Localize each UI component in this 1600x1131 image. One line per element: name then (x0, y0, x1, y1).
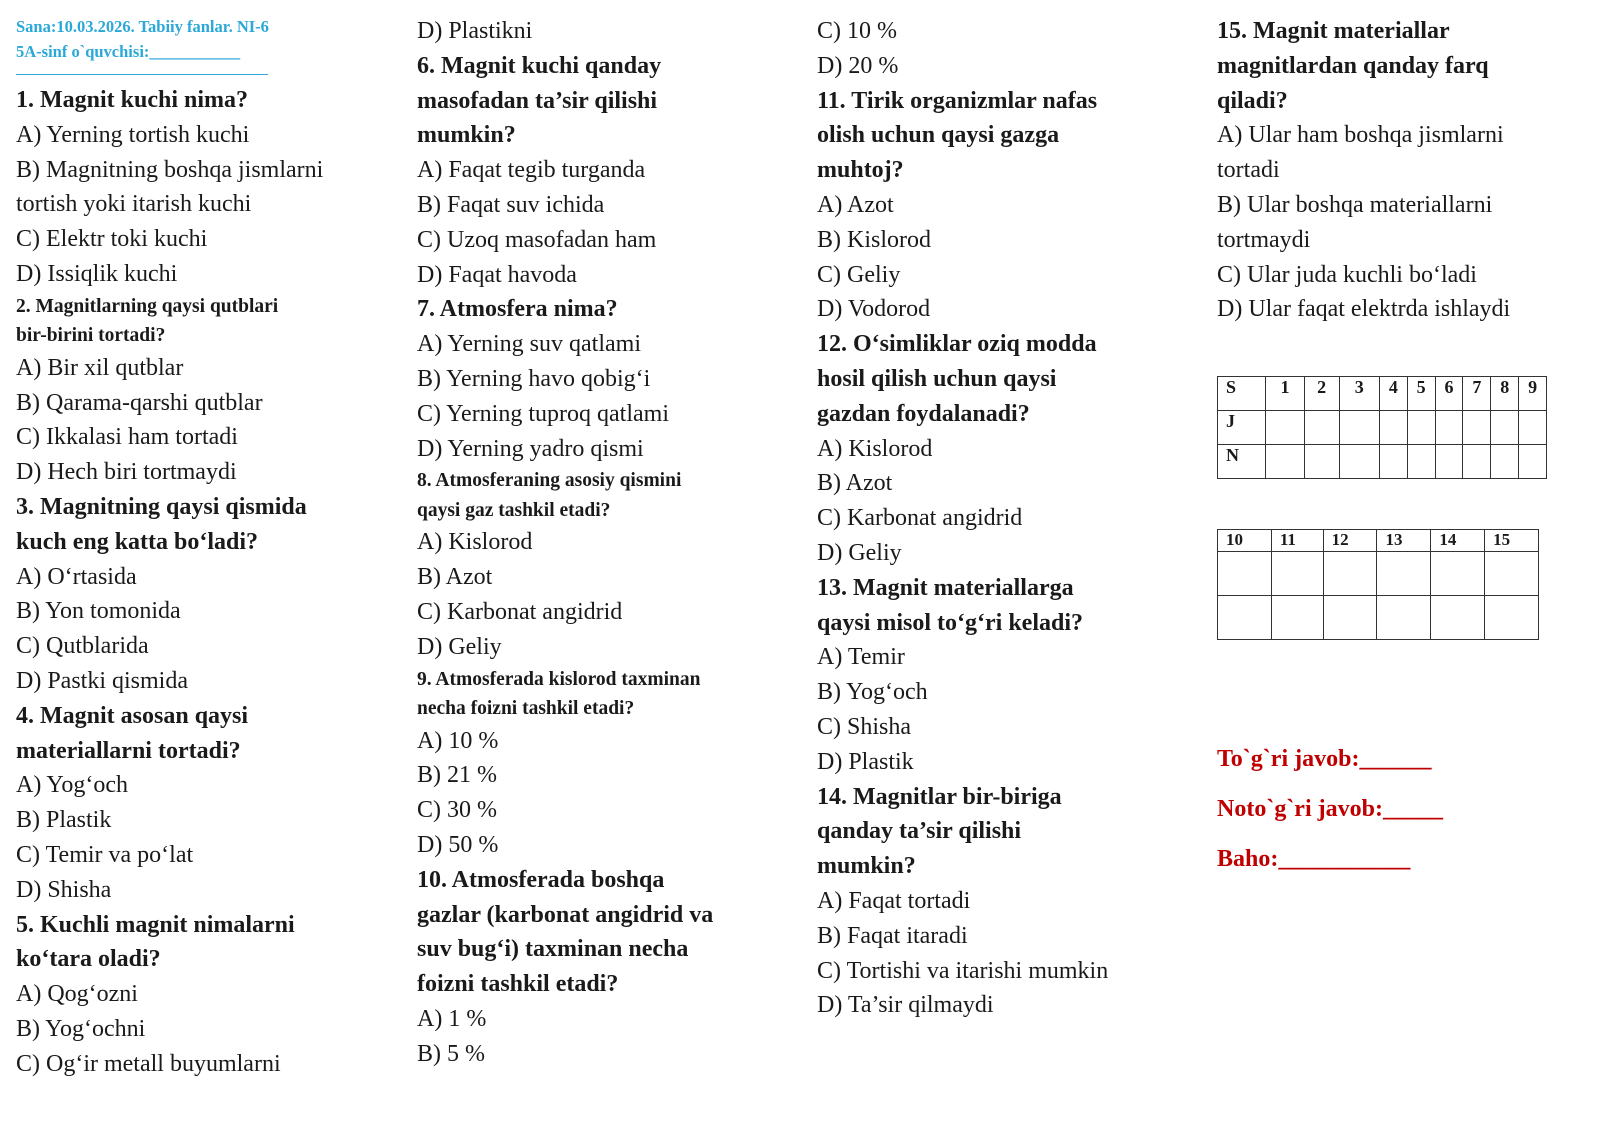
column-1-lines (16, 83, 396, 1082)
answer-option: B) 21 % (417, 762, 497, 789)
answer-option: A) 10 % (417, 727, 499, 754)
answer-option: A) Kislorod (417, 529, 533, 556)
table-cell[interactable] (1266, 445, 1304, 479)
question-text: mumkin? (417, 122, 516, 149)
answer-option: A) Faqat tortadi (817, 887, 971, 914)
grade-label: Baho:___________ (1217, 846, 1411, 872)
answer-option: A) Qog‘ozni (16, 981, 138, 1008)
table-header-cell: 1 (1266, 377, 1304, 411)
question-text: masofadan ta’sir qilishi (417, 87, 658, 114)
answer-option: A) Yerning suv qatlami (417, 331, 641, 358)
answer-option: B) Yerning havo qobig‘i (417, 365, 651, 392)
table-cell[interactable] (1377, 596, 1431, 640)
name-underline (16, 73, 268, 75)
table-cell[interactable] (1463, 445, 1491, 479)
answer-option: A) Bir xil qutblar (16, 354, 184, 381)
table-cell[interactable] (1304, 411, 1339, 445)
column-2 (417, 14, 802, 1072)
table-header-cell: 5 (1407, 377, 1435, 411)
answer-option: C) Qutblarida (16, 633, 149, 660)
table-cell[interactable] (1218, 552, 1272, 596)
answer-option: C) Og‘ir metall buyumlarni (16, 1050, 281, 1077)
answer-table-2 (1217, 529, 1539, 640)
answer-option: C) Shisha (817, 713, 912, 740)
table-cell[interactable]: J (1218, 411, 1266, 445)
table-cell[interactable] (1271, 596, 1323, 640)
question-text: 2. Magnitlarning qaysi qutblari (16, 295, 279, 317)
answer-option: D) Pastki qismida (16, 667, 188, 694)
question-text: gazlar (karbonat angidrid va (417, 901, 714, 928)
answer-option: B) Ular boshqa materiallarni (1217, 191, 1493, 218)
question-text: foizni tashkil etadi? (417, 971, 619, 998)
answer-option: B) 5 % (417, 1040, 485, 1067)
answer-option: B) Azot (417, 564, 493, 591)
answer-option: B) Yon tomonida (16, 598, 181, 625)
table-cell[interactable] (1218, 596, 1272, 640)
question-text: qaysi gaz tashkil etadi? (417, 499, 611, 521)
question-text: muhtoj? (817, 157, 904, 184)
column-1 (16, 14, 396, 1082)
table-header-cell: 3 (1339, 377, 1379, 411)
table-cell[interactable] (1323, 552, 1377, 596)
question-text: qaysi misol to‘g‘ri keladi? (817, 609, 1084, 636)
answer-option: B) Yog‘ochni (16, 1015, 146, 1042)
table-cell[interactable] (1377, 552, 1431, 596)
column-3-lines (817, 14, 1202, 1023)
answer-option: B) Kislorod (817, 226, 931, 253)
correct-answers-label: To`g`ri javob:______ (1217, 746, 1432, 772)
column-2-lines (417, 14, 802, 1072)
question-text: 8. Atmosferaning asosiy qismini (417, 470, 682, 492)
answer-option: A) Yerning tortish kuchi (16, 121, 250, 148)
answer-option: D) 50 % (417, 831, 499, 858)
table-header-cell: 7 (1463, 377, 1491, 411)
question-text: 9. Atmosferada kislorod taxminan (417, 668, 701, 690)
table-cell[interactable] (1271, 552, 1323, 596)
answer-option: B) Qarama-qarshi qutblar (16, 389, 263, 416)
answer-option: tortish yoki itarish kuchi (16, 191, 252, 218)
question-text: 14. Magnitlar bir-biriga (817, 783, 1062, 810)
table-header-cell: 15 (1485, 530, 1539, 552)
table-cell[interactable] (1379, 445, 1407, 479)
table-cell[interactable] (1463, 411, 1491, 445)
question-text: mumkin? (817, 853, 916, 880)
table-cell[interactable] (1485, 552, 1539, 596)
answer-option: A) Azot (817, 191, 894, 218)
question-text: 15. Magnit materiallar (1217, 18, 1450, 44)
table-cell[interactable] (1339, 445, 1379, 479)
answer-option: D) Vodorod (817, 296, 931, 323)
answer-option: B) Azot (817, 470, 893, 497)
table-header-cell: 2 (1304, 377, 1339, 411)
table-header-cell: 14 (1431, 530, 1485, 552)
question-text: qanday ta’sir qilishi (817, 818, 1022, 845)
question-text: necha foizni tashkil etadi? (417, 698, 635, 720)
answer-option: B) Faqat itaradi (817, 922, 968, 949)
answer-option: D) Geliy (817, 539, 902, 566)
answer-option: tortadi (1217, 157, 1280, 184)
question-text: 10. Atmosferada boshqa (417, 866, 665, 893)
answer-option: D) Plastikni (417, 18, 533, 44)
question-text: hosil qilish uchun qaysi (817, 365, 1057, 392)
answer-option: B) Plastik (16, 807, 112, 834)
answer-option: A) 1 % (417, 1005, 487, 1032)
answer-option: C) 10 % (817, 18, 897, 44)
question-text: materiallarni tortadi? (16, 737, 241, 764)
table-cell[interactable] (1435, 445, 1463, 479)
answer-option: C) Ular juda kuchli bo‘ladi (1217, 261, 1477, 288)
answer-option: D) Ular faqat elektrda ishlaydi (1217, 296, 1511, 323)
answer-option: D) Shisha (16, 876, 112, 903)
table-header-cell: 8 (1491, 377, 1519, 411)
table-cell[interactable] (1519, 411, 1547, 445)
table-cell[interactable] (1323, 596, 1377, 640)
answer-option: C) Ikkalasi ham tortadi (16, 424, 238, 451)
table-cell[interactable] (1431, 596, 1485, 640)
student-name-line: 5A-sinf o`quvchisi:___________ (16, 42, 241, 61)
table-header-cell: S (1218, 377, 1266, 411)
answer-option: A) Ular ham boshqa jismlarni (1217, 122, 1504, 149)
question-text: qiladi? (1217, 87, 1288, 114)
question-text: kuch eng katta bo‘ladi? (16, 528, 259, 555)
wrong-answers-label: Noto`g`ri javob:_____ (1217, 796, 1443, 822)
answer-option: C) 30 % (417, 797, 497, 824)
table-cell[interactable]: N (1218, 445, 1266, 479)
question-text: 6. Magnit kuchi qanday (417, 52, 662, 79)
question-text: 7. Atmosfera nima? (417, 296, 618, 323)
answer-option: D) Ta’sir qilmaydi (817, 992, 994, 1019)
table-header-cell: 10 (1218, 530, 1272, 552)
answer-option: C) Yerning tuproq qatlami (417, 400, 669, 427)
answer-option: A) Faqat tegib turganda (417, 157, 646, 184)
table-cell[interactable] (1379, 411, 1407, 445)
answer-option: D) Geliy (417, 633, 502, 660)
answer-option: C) Elektr toki kuchi (16, 226, 208, 253)
question-text: gazdan foydalanadi? (817, 400, 1030, 427)
question-text: magnitlardan qanday farq (1217, 52, 1489, 79)
answer-option: C) Temir va po‘lat (16, 841, 194, 868)
table-header-cell: 6 (1435, 377, 1463, 411)
answer-option: C) Karbonat angidrid (817, 505, 1023, 532)
column-4 (1217, 14, 1587, 872)
question-text: suv bug‘i) taxminan necha (417, 936, 689, 963)
table-cell[interactable] (1339, 411, 1379, 445)
question-text: 4. Magnit asosan qaysi (16, 702, 249, 729)
column-4-lines (1217, 14, 1587, 327)
table-cell[interactable] (1519, 445, 1547, 479)
answer-option: B) Magnitning boshqa jismlarni (16, 156, 324, 183)
question-text: bir-birini tortadi? (16, 325, 166, 347)
question-text: 1. Magnit kuchi nima? (16, 87, 249, 113)
answer-option: D) Yerning yadro qismi (417, 435, 644, 462)
question-text: 13. Magnit materiallarga (817, 574, 1074, 601)
answer-option: tortmaydi (1217, 226, 1311, 253)
answer-option: D) Plastik (817, 748, 914, 775)
table-cell[interactable] (1431, 552, 1485, 596)
table-cell[interactable] (1485, 596, 1539, 640)
table-cell[interactable] (1491, 445, 1519, 479)
table-cell[interactable] (1491, 411, 1519, 445)
question-text: olish uchun qaysi gazga (817, 122, 1060, 149)
table-cell[interactable] (1435, 411, 1463, 445)
question-text: 12. O‘simliklar oziq modda (817, 331, 1097, 358)
table-cell[interactable] (1304, 445, 1339, 479)
answer-option: C) Uzoq masofadan ham (417, 226, 657, 253)
question-text: 3. Magnitning qaysi qismida (16, 493, 307, 520)
answer-option: A) Kislorod (817, 435, 933, 462)
answer-option: B) Yog‘och (817, 679, 928, 706)
table-cell[interactable] (1407, 445, 1435, 479)
table-header-cell: 4 (1379, 377, 1407, 411)
answer-option: D) Faqat havoda (417, 261, 577, 288)
answer-option: B) Faqat suv ichida (417, 191, 605, 218)
answer-option: D) Issiqlik kuchi (16, 260, 178, 287)
question-text: ko‘tara oladi? (16, 946, 161, 973)
answer-option: A) Yog‘och (16, 772, 129, 799)
column-3 (817, 14, 1202, 1023)
table-header-cell: 11 (1271, 530, 1323, 552)
table-header-cell: 12 (1323, 530, 1377, 552)
table-header-cell: 13 (1377, 530, 1431, 552)
answer-option: D) Hech biri tortmaydi (16, 459, 237, 486)
question-text: 5. Kuchli magnit nimalarni (16, 911, 295, 938)
answer-option: C) Geliy (817, 261, 901, 288)
answer-option: C) Karbonat angidrid (417, 598, 623, 625)
date-line: Sana:10.03.2026. Tabiiy fanlar. NI-6 (16, 17, 269, 36)
question-text: 11. Tirik organizmlar nafas (817, 87, 1098, 114)
table-cell[interactable] (1266, 411, 1304, 445)
answer-table-1 (1217, 376, 1547, 479)
table-header-cell: 9 (1519, 377, 1547, 411)
answer-option: A) O‘rtasida (16, 563, 137, 590)
answer-option: D) 20 % (817, 52, 899, 79)
table-cell[interactable] (1407, 411, 1435, 445)
answer-option: C) Tortishi va itarishi mumkin (817, 957, 1109, 984)
answer-option: A) Temir (817, 644, 905, 671)
